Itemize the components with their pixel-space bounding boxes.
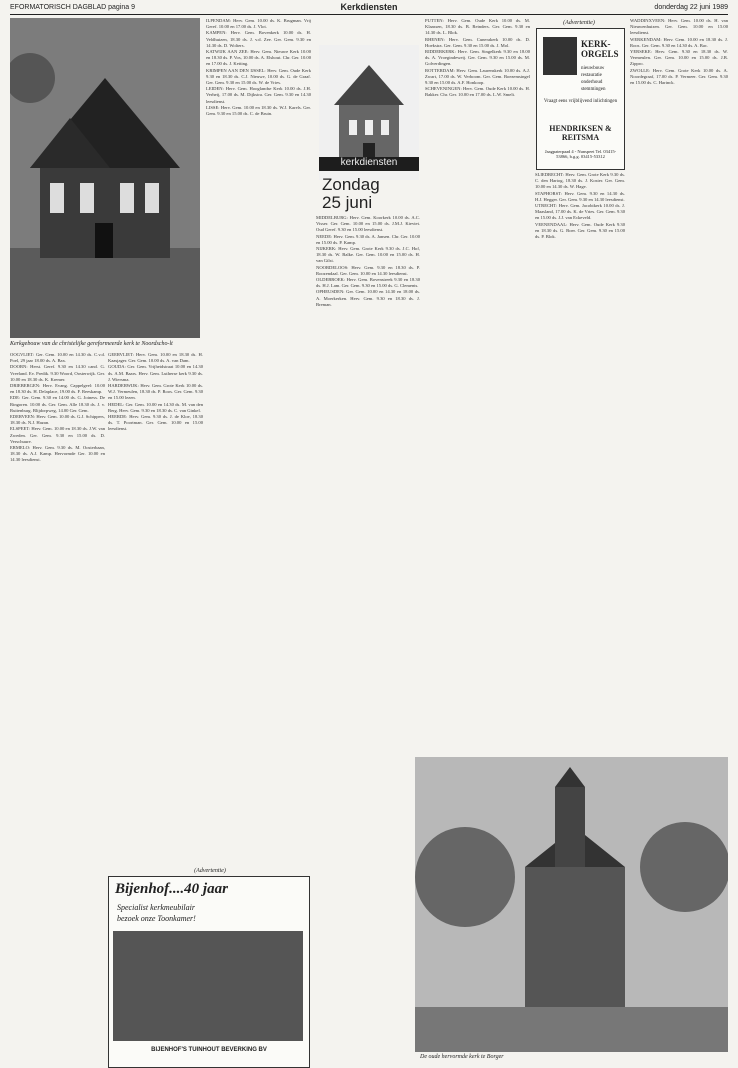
entry-28: ROTTERDAM: Herv. Gem. Laurenskerk 10.00 ds. A.J. Zwart, 17.00 ds. W. Verboom. Ger. Gem. Boezemsingel 9.30 en 15.00 ds. A.F. Honkoop.	[425, 67, 530, 86]
bijenhof-subtitle: Specialist kerkmeubilair	[117, 903, 195, 912]
entry-3: DRIEBERGEN: Herv. Evang. Cappelgeel: 10.00 en 18.30 ds. H. Delaplace, 19.00 ds. F. Reeskamp.	[10, 383, 105, 395]
entry-24: OPHEUSDEN: Ger. Gem. 10.00 en 14.30 en 18.00 ds. A. Moerkerken. Herv. Gem. 9.30 en 18.30 ds. J. Breman.	[316, 289, 420, 307]
column-6	[630, 18, 728, 753]
entry-6: ELSPEET: Herv. Gem. 10.00 en 18.30 ds. J.W. van Zweden. Ger. Gem. 9.30 en 15.00 ds. D. Verschuure.	[10, 426, 105, 444]
entry-33: VEENENDAAL: Herv. Gem. Oude Kerk 9.30 en 18.30 ds. G. Boer. Ger. Gem. 9.30 en 15.00 ds. P. Blok.	[535, 221, 625, 240]
paper-name: EFORMATORISCH DAGBLAD pagina 9	[10, 4, 136, 11]
entry-16: KRIMPEN AAN DEN IJSSEL: Herv. Gem. Oude Kerk 9.30 en 18.30 ds. C.J. Nieuwe, 10.00 ds. G. de Graaf. Ger. Gem. 9.30 en 15.00 ds. W. de Vries.	[206, 67, 311, 86]
entry-21: NIJKERK: Herv. Gem. Grote Kerk 9.30 ds. J.C. Hof, 18.30 ds. W. Balke. Ger. Gem. 10.00 en 15.00 ds. H. van Gilst.	[316, 246, 420, 264]
orgel-title: KERK-ORGELS	[581, 39, 619, 59]
column-1a	[10, 352, 105, 1064]
entry-32: UTRECHT: Herv. Gem. Jacobikerk 10.00 ds. J. Maasland, 17.00 ds. K. de Vries. Ger. Gem. 9.30 en 15.00 ds. J.J. van Eckeveld.	[535, 203, 625, 221]
entry-12: HEERDE: Herv. Gem. 9.30 ds. J. de Kloe, 18.30 ds. T. Poortman. Ger. Gem. 10.00 en 15.00 leesdienst.	[108, 414, 203, 432]
column-4	[425, 18, 530, 753]
entry-25: PUTTEN: Herv. Gem. Oude Kerk 10.00 ds. M. Klaassen, 18.30 ds. B. Reinders. Ger. Gem. 9.30 en 14.30 ds. L. Blok.	[425, 18, 530, 36]
feature-day: Zondag	[322, 175, 380, 194]
entry-19: MIDDELBURG: Herv. Gem. Koorkerk 10.00 ds. A.C. Visser. Ger. Gem. 10.00 en 15.00 ds. J.M.J. Kieviet. Oud Geref. 9.30 en 15.00 leesdienst.	[316, 215, 420, 233]
bullet-4: stemmingen	[581, 87, 606, 92]
caption-left: Kerkgebouw van de christelijke gereformeerde kerk te Noordscho-lt	[10, 341, 173, 347]
bijenhof-advert	[108, 876, 310, 1068]
entry-17: LEIDEN: Herv. Gem. Hooglandse Kerk 10.00 ds. J.H. Verheij, 17.00 ds. M. Dijkstra. Ger. Gem. 9.30 en 14.30 leesdienst.	[206, 86, 311, 104]
feature-date: 25 juni	[322, 193, 373, 212]
entry-10: HARDERWIJK: Herv. Gem. Grote Kerk 10.00 ds. W.J. Vermeulen, 18.30 ds. P. Roos. Ger. Gem. 9.30 en 15.00 lezen.	[108, 383, 203, 401]
entry-29: SCHEVENINGEN: Herv. Gem. Oude Kerk 10.00 ds. H. Bakker. Chr. Ger. 10.00 en 17.00 ds. L.W. Smelt.	[425, 86, 530, 98]
caption-right: De oude hervormde kerk te Borger	[420, 1054, 504, 1060]
entry-7: ERMELO: Herv. Gem. 9.30 ds. M. Oosterbaan, 18.30 ds. A.J. Kamp. Hervormde Ger. 10.00 en 14.30 leesdienst.	[10, 445, 105, 463]
entry-18: LISSE: Herv. Gem. 10.00 en 18.30 ds. W.J. Karels. Ger. Gem. 9.30 en 15.00 ds. C. de Bruin.	[206, 104, 311, 117]
issue-date: donderdag 22 juni 1989	[654, 4, 728, 11]
entry-8: GEERVLIET: Herv. Gem. 10.00 en 18.30 ds. H. Kaasjager. Ger. Gem. 10.00 ds. A. van Dam.	[108, 352, 203, 364]
entry-22: NOORDELOOS: Herv. Gem. 9.30 en 18.30 ds. P. Roozendaal. Ger. Gem. 10.00 en 14.30 leesdienst.	[316, 264, 420, 276]
entry-4: EDE: Ger. Gem. 9.30 en 14.00 ds. G. Joiness. De Ringoren. 10.00 ds. Ger. Gem. Alle 18.30 ds. J. v. Ruitenburg. Blijdorpweg, 14.00 Ger. Gem.	[10, 395, 105, 413]
entry-11: HEDEL: Ger. Gem. 10.00 en 14.30 ds. M. van den Berg. Herv. Gem. 9.30 en 18.30 ds. C. van Ginkel.	[108, 401, 203, 413]
entry-13: ILPENDAM: Herv. Gem. 10.00 ds. K. Brugman. Vrij Geref. 10.00 en 17.00 ds. J. Vlot.	[206, 18, 311, 30]
orgel-address: Jaagpaterpaad 4 - Nunspeet Tel. 03415-53866, b.g.g. 03415-53312	[544, 149, 617, 159]
section-title: Kerkdiensten	[340, 2, 398, 12]
bullet-3: onderhoud	[581, 80, 603, 85]
orgel-company: HENDRIKSEN & REITSMA	[549, 124, 612, 142]
page-header	[10, 2, 728, 15]
entry-2: DOORN: Herst. Geref. 9.30 en 14.30 cand. G. Vreeland. Ev. Predik. 9.30 Woord, Oosterwijk. Ger. 10.00 en 18.30 ds. K. Kremer.	[10, 364, 105, 382]
entry-35: WERKENDAM: Herv. Gem. 10.00 en 18.30 ds. J. Roos. Ger. Gem. 9.30 en 14.30 ds. A. Bac.	[630, 36, 728, 48]
entry-9: GOUDA: Ger. Gem. Vrijheidstraat 10.00 en 14.30 ds. A.M. Baars. Herv. Gem. Lutherse kerk 9.30 ds. J. Wiersma.	[108, 364, 203, 382]
orgel-note: Vraagt eens vrijblijvend inlichtingen	[543, 99, 618, 104]
bijenhof-title: Bijenhof....40 jaar	[115, 881, 228, 897]
bijenhof-tagline: bezoek onze Toonkamer!	[117, 914, 196, 923]
entry-1: OOGVLIET: Ger. Gem. 10.00 en 14.30 ds. C.v.d. Poel, 29 jaar 18.00 ds. A. Bax.	[10, 352, 105, 364]
organ-icon	[543, 37, 577, 75]
entry-20: NEEDE: Herv. Gem. 9.30 ds. A. Jansen. Chr. Ger. 10.00 en 15.00 ds. P. Kamp.	[316, 233, 420, 245]
column-5	[535, 172, 625, 754]
column-2	[206, 18, 311, 863]
entry-27: RIDDERKERK: Herv. Gem. Singelkerk 9.30 en 18.00 ds. A. Vroegindeweij. Ger. Gem. 9.30 en 15.00 ds. M. Golverdingen.	[425, 49, 530, 67]
church-photo-right	[415, 757, 728, 1052]
bijenhof-footer: BIJENHOF'S TUINHOUT BEVERKING BV	[151, 1047, 267, 1053]
entry-5: EDERVEEN: Herv. Gem. 10.00 ds. G.J. Schippers, 18.30 ds. N.J. Hazan.	[10, 414, 105, 426]
bullet-2: restauratie	[581, 73, 602, 78]
ad-tag-bijenhof: (Advertentie)	[194, 868, 226, 874]
church-photo-left	[10, 18, 200, 338]
entry-31: STAPHORST: Herv. Gem. 9.30 en 14.30 ds. H.J. Hegger. Ger. Gem. 9.30 en 14.30 leesdienst.	[535, 190, 625, 202]
entry-30: SLIEDRECHT: Herv. Gem. Grote Kerk 9.30 ds. C. den Hartog, 18.30 ds. J. Koster. Ger. Gem. 10.00 en 14.30 ds. W. Hage.	[535, 172, 625, 190]
column-1b	[108, 352, 203, 862]
entry-15: KATWIJK AAN ZEE: Herv. Gem. Nieuwe Kerk 10.00 en 18.30 ds. P. Vos, 10.00 ds. A. Elshout. Chr. Ger. 10.00 en 17.00 ds. J. Ketting.	[206, 49, 311, 67]
entry-26: RHENEN: Herv. Gem. Cunerakerk 10.00 ds. D. Hoekstra. Ger. Gem. 9.30 en 15.00 ds. J. Mol.	[425, 36, 530, 48]
ad-tag-orgels: (Advertentie)	[563, 20, 595, 26]
feature-label: kerkdiensten	[319, 157, 419, 171]
bullet-1: nieuwbouw	[581, 66, 605, 71]
orgel-advert	[536, 28, 625, 170]
bijenhof-photo	[113, 931, 303, 1041]
entry-23: OLDEBROEK: Herv. Gem. Bovenstreek 9.30 en 18.30 ds. H.J. Lam. Ger. Gem. 9.30 en 15.00 ds. G. Clements.	[316, 277, 420, 289]
entry-36: YERSEKE: Herv. Gem. 9.30 en 18.30 ds. W. Vermeulen. Ger. Gem. 10.00 en 15.00 ds. J.B. Zippro.	[630, 49, 728, 67]
column-3	[316, 215, 420, 1063]
entry-37: ZWOLLE: Herv. Gem. Grote Kerk 10.00 ds. A. Noordegraaf, 17.00 ds. P. Vermeer. Ger. Gem. 9.30 en 15.00 ds. C. Harinck.	[630, 67, 728, 86]
entry-34: WADDINXVEEN: Herv. Gem. 10.00 ds. H. van Nieuwenhuizen. Ger. Gem. 10.00 en 15.00 leesdienst.	[630, 18, 728, 36]
entry-14: KAMPEN: Herv. Gem. Bovenkerk 10.00 ds. H. Veldhuizen, 18.30 ds. J. v.d. Zee. Ger. Gem. 9.30 en 14.30 ds. D. Wolters.	[206, 30, 311, 48]
